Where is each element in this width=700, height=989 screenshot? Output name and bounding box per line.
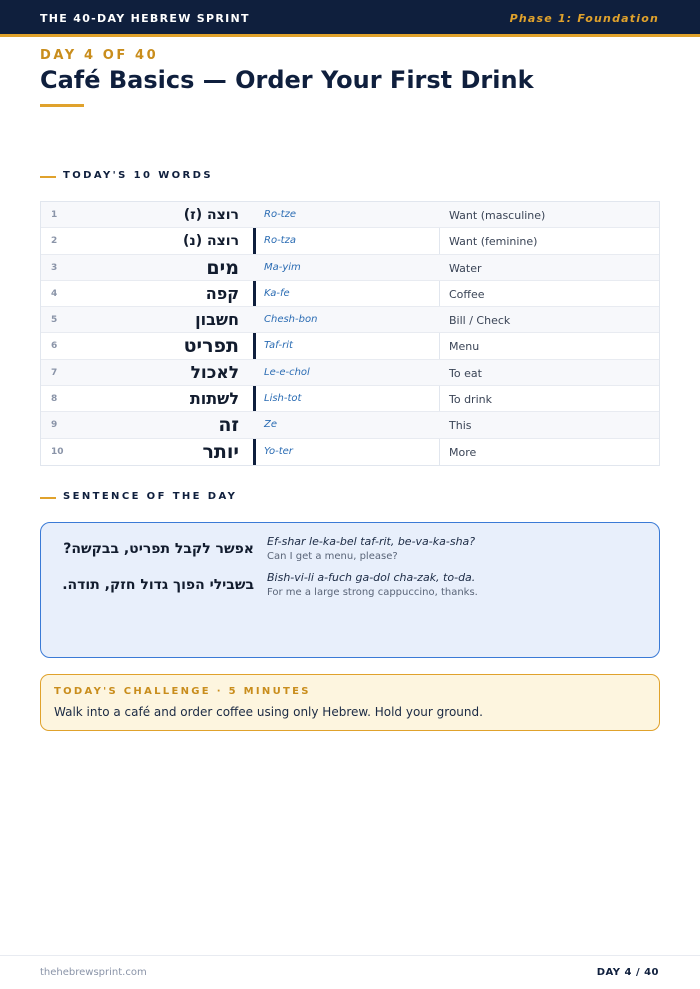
phase-label: Phase 1: Foundation [509,12,659,25]
transliteration: Ze [264,419,278,431]
hebrew-word: לשתות [189,389,239,409]
footer-divider [0,955,700,956]
hebrew-word: לאכול [190,362,239,383]
sentence-of-the-day-card [40,522,660,658]
word-number: 10 [51,446,64,457]
table-row [41,307,659,333]
table-row [41,439,659,465]
transliteration: Chesh-bon [264,314,318,326]
word-number: 5 [51,315,58,326]
meaning: Menu [449,340,480,354]
vocab-table [40,201,660,466]
heading-dash [40,176,56,178]
meaning: More [449,445,477,459]
hebrew-word: יותר [202,440,239,463]
table-row [41,228,659,254]
word-number: 7 [51,367,58,378]
table-row [41,360,659,386]
word-number: 1 [51,210,58,220]
challenge-card [40,674,660,731]
word-number: 4 [51,288,58,299]
challenge-body: Walk into a café and order coffee using only Hebrew. Hold your ground. [54,705,483,719]
table-row [41,386,659,412]
footer-url: thehebrewsprint.com [40,967,147,978]
transliteration: Ro-tze [264,209,296,220]
sentence-item [41,571,661,607]
transliteration: Yo-ter [264,445,293,457]
meaning: Coffee [449,287,485,301]
word-number: 8 [51,394,58,405]
word-number: 3 [51,262,58,273]
table-row [41,412,659,438]
hebrew-word: זה [218,414,239,437]
hebrew-word: מים [206,256,239,279]
sentence-english: For me a large strong cappuccino, thanks. [267,587,478,598]
sentence-transliteration: Bish-vi-li a-fuch ga-dol cha-zak, to-da. [267,571,476,584]
title-underline [40,104,84,107]
page-title: Café Basics — Order Your First Drink [40,66,534,94]
sentence-english: Can I get a menu, please? [267,551,398,562]
table-row [41,202,659,228]
transliteration: Ma-yim [264,261,301,273]
challenge-heading: TODAY'S CHALLENGE · 5 MINUTES [54,686,311,697]
meaning: Want (masculine) [449,209,546,222]
hebrew-sentence: אפשר לקבל תפריט, בבקשה? [63,541,254,557]
vocab-heading-text: TODAY'S 10 WORDS [63,170,213,181]
word-number: 9 [51,420,58,431]
word-number: 6 [51,341,58,352]
meaning: This [449,419,472,433]
heading-dash [40,497,56,499]
transliteration: Ka-fe [264,287,290,299]
hebrew-word: קפה [205,283,239,303]
footer-page-number: DAY 4 / 40 [596,967,659,978]
meaning: Want (feminine) [449,235,538,249]
hebrew-word: רוצה (ז) [183,207,239,223]
table-row [41,255,659,281]
day-label: DAY 4 OF 40 [40,48,159,63]
hebrew-word: חשבון [195,310,239,330]
transliteration: Ro-tza [264,235,296,247]
transliteration: Taf-rit [264,340,293,352]
meaning: To drink [449,393,492,407]
hebrew-sentence: בשבילי הפוך גדול חזק, תודה. [62,577,254,593]
table-row [41,281,659,307]
transliteration: Le-e-chol [264,366,310,378]
sentence-item [41,535,661,571]
meaning: Water [449,261,482,275]
hebrew-word: רוצה (נ) [182,233,239,250]
hebrew-word: תפריט [183,335,239,358]
brand-name: THE 40-DAY HEBREW SPRINT [40,12,250,25]
table-row [41,333,659,359]
meaning: To eat [449,366,482,380]
top-banner [0,0,700,37]
transliteration: Lish-tot [264,393,302,405]
meaning: Bill / Check [449,314,511,328]
sentence-heading-text: SENTENCE OF THE DAY [63,491,238,502]
word-number: 2 [51,236,58,247]
sentence-transliteration: Ef-shar le-ka-bel taf-rit, be-va-ka-sha? [267,535,476,548]
